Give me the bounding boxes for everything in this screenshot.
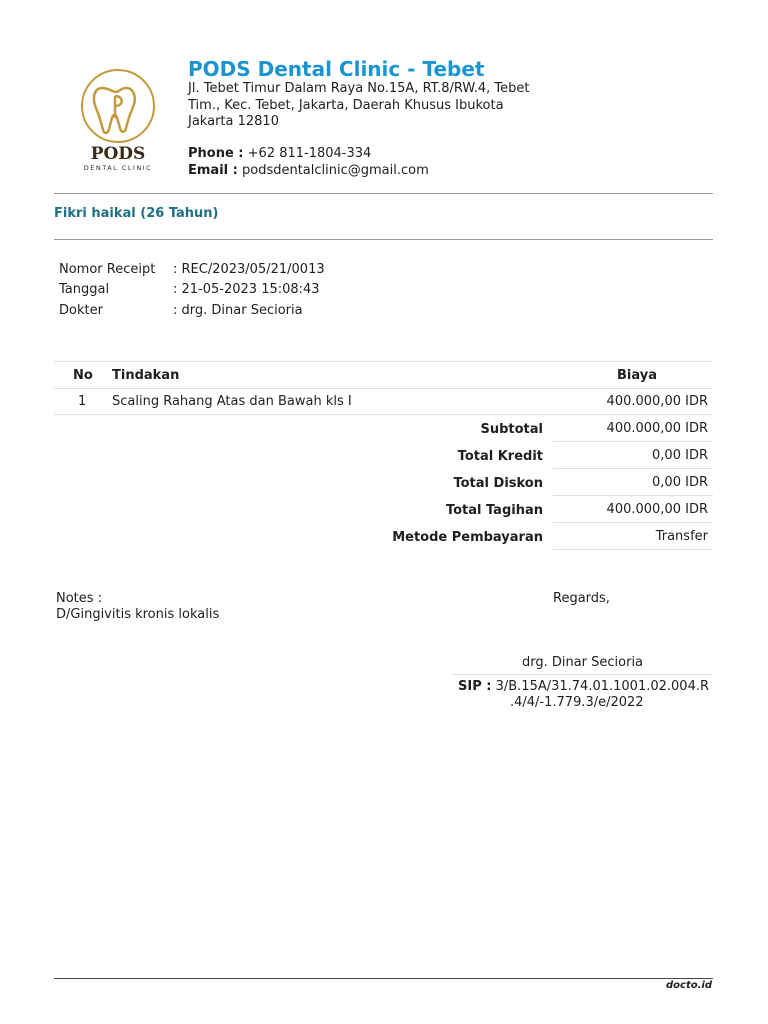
row-cost: 400.000,00 IDR	[606, 394, 708, 409]
phone-value: +62 811-1804-334	[247, 146, 372, 161]
subtotal-label: Subtotal	[480, 422, 543, 437]
summary-divider	[553, 468, 713, 469]
payment-method-label: Metode Pembayaran	[392, 530, 543, 545]
table-border	[54, 388, 713, 389]
date-label: Tanggal	[59, 282, 110, 297]
credit-label: Total Kredit	[457, 449, 543, 464]
discount-label: Total Diskon	[453, 476, 543, 491]
row-no: 1	[78, 394, 87, 409]
table-border	[54, 361, 713, 362]
header-cost: Biaya	[617, 368, 657, 383]
table-border	[54, 414, 713, 415]
notes-text: D/Gingivitis kronis lokalis	[56, 607, 220, 622]
footer-brand: docto.id	[666, 980, 712, 991]
clinic-name: PODS Dental Clinic - Tebet	[188, 57, 485, 81]
summary-divider	[553, 495, 713, 496]
header-no: No	[73, 368, 93, 383]
phone-line	[188, 146, 371, 161]
email-value: podsdentalclinic@gmail.com	[241, 163, 429, 178]
signer-name: drg. Dinar Secioria	[521, 655, 644, 670]
sip-line-2: .4/4/-1.779.3/e/2022	[510, 695, 644, 710]
divider	[54, 239, 713, 240]
bill-value: 400.000,00 IDR	[606, 502, 708, 517]
receipt-label: Nomor Receipt	[59, 262, 156, 277]
sip-line-1: 3/B.15A/31.74.01.1001.02.004.R	[495, 679, 710, 694]
logo-subtext: DENTAL CLINIC	[83, 164, 153, 172]
row-action: Scaling Rahang Atas dan Bawah kls I	[112, 394, 352, 409]
tooth-logo-icon	[58, 58, 178, 178]
doctor-value: : drg. Dinar Secioria	[173, 303, 303, 318]
doctor-label: Dokter	[59, 303, 103, 318]
sip-block	[458, 679, 709, 694]
clinic-logo	[58, 58, 178, 178]
logo-wordmark: PODS	[90, 144, 146, 164]
regards-text: Regards,	[553, 591, 610, 606]
email-label: Email :	[188, 163, 238, 178]
email-line	[188, 163, 429, 178]
header-action: Tindakan	[112, 368, 180, 383]
summary-divider	[553, 522, 713, 523]
clinic-address: Jl. Tebet Timur Dalam Raya No.15A, RT.8/RW.4, Tebet Tim., Kec. Tebet, Jakarta, Daerah Khusus Ibukota Jakarta 12810	[188, 81, 530, 129]
summary-divider	[553, 549, 713, 550]
divider	[54, 193, 713, 194]
discount-value: 0,00 IDR	[652, 475, 708, 490]
date-value: : 21-05-2023 15:08:43	[173, 282, 320, 297]
bill-label: Total Tagihan	[445, 503, 543, 518]
patient-name: Fikri haikal (26 Tahun)	[54, 206, 219, 221]
phone-label: Phone :	[188, 146, 244, 161]
receipt-value: : REC/2023/05/21/0013	[173, 262, 325, 277]
credit-value: 0,00 IDR	[652, 448, 708, 463]
sip-label: SIP :	[458, 679, 492, 694]
summary-divider	[553, 441, 713, 442]
notes-label: Notes :	[56, 591, 103, 606]
signature-line	[453, 674, 712, 675]
subtotal-value: 400.000,00 IDR	[606, 421, 708, 436]
footer-divider	[54, 978, 713, 979]
payment-method-value: Transfer	[655, 529, 708, 544]
